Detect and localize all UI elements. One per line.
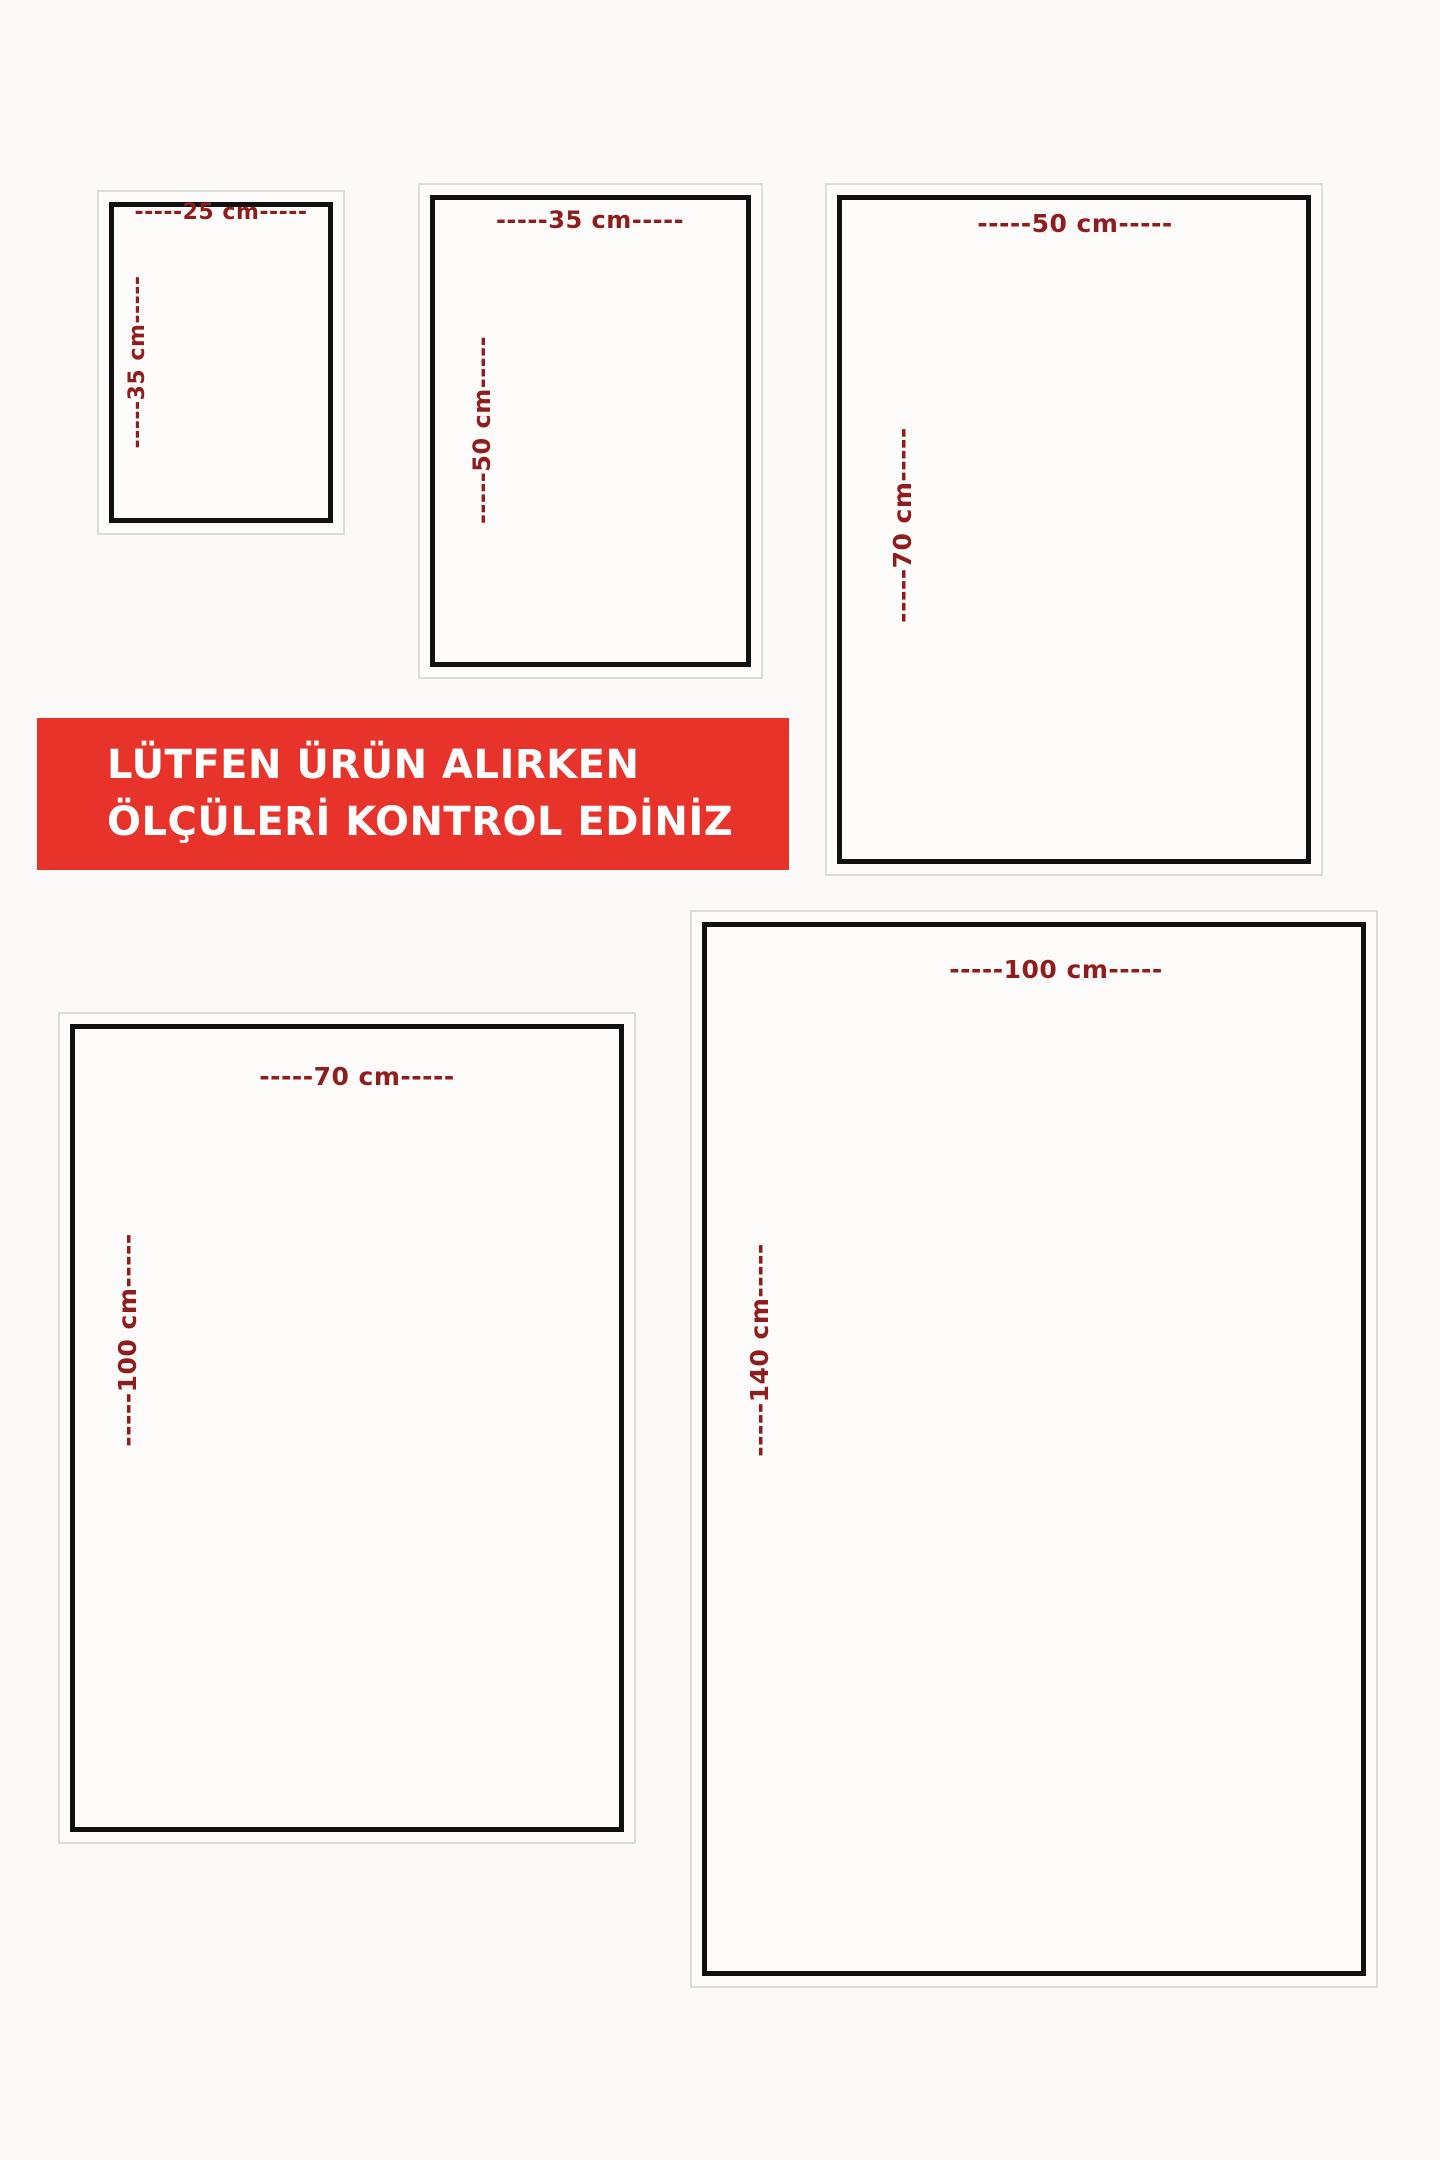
- frame-70x100-inner: [70, 1024, 624, 1832]
- frame-25x35-height-label: -----35 cm-----: [125, 275, 150, 449]
- frame-100x140: [690, 910, 1378, 1988]
- frame-50x70-height-label: -----70 cm-----: [888, 427, 917, 623]
- warning-banner: [37, 718, 789, 870]
- warning-line-2: ÖLÇÜLERİ KONTROL EDİNİZ: [107, 799, 734, 845]
- frame-100x140-width-label: -----100 cm-----: [949, 955, 1163, 984]
- frame-70x100-width-label: -----70 cm-----: [259, 1062, 455, 1091]
- frame-100x140-height-label: -----140 cm-----: [745, 1243, 774, 1457]
- frame-70x100: [58, 1012, 636, 1844]
- frame-25x35-width-label: -----25 cm-----: [134, 200, 308, 225]
- frame-50x70-width-label: -----50 cm-----: [977, 209, 1173, 238]
- frame-70x100-height-label: -----100 cm-----: [113, 1233, 142, 1447]
- frame-35x50-width-label: -----35 cm-----: [495, 206, 685, 234]
- frame-35x50-height-label: -----50 cm-----: [468, 335, 496, 525]
- warning-line-1: LÜTFEN ÜRÜN ALIRKEN: [107, 742, 640, 789]
- frame-100x140-inner: [702, 922, 1366, 1976]
